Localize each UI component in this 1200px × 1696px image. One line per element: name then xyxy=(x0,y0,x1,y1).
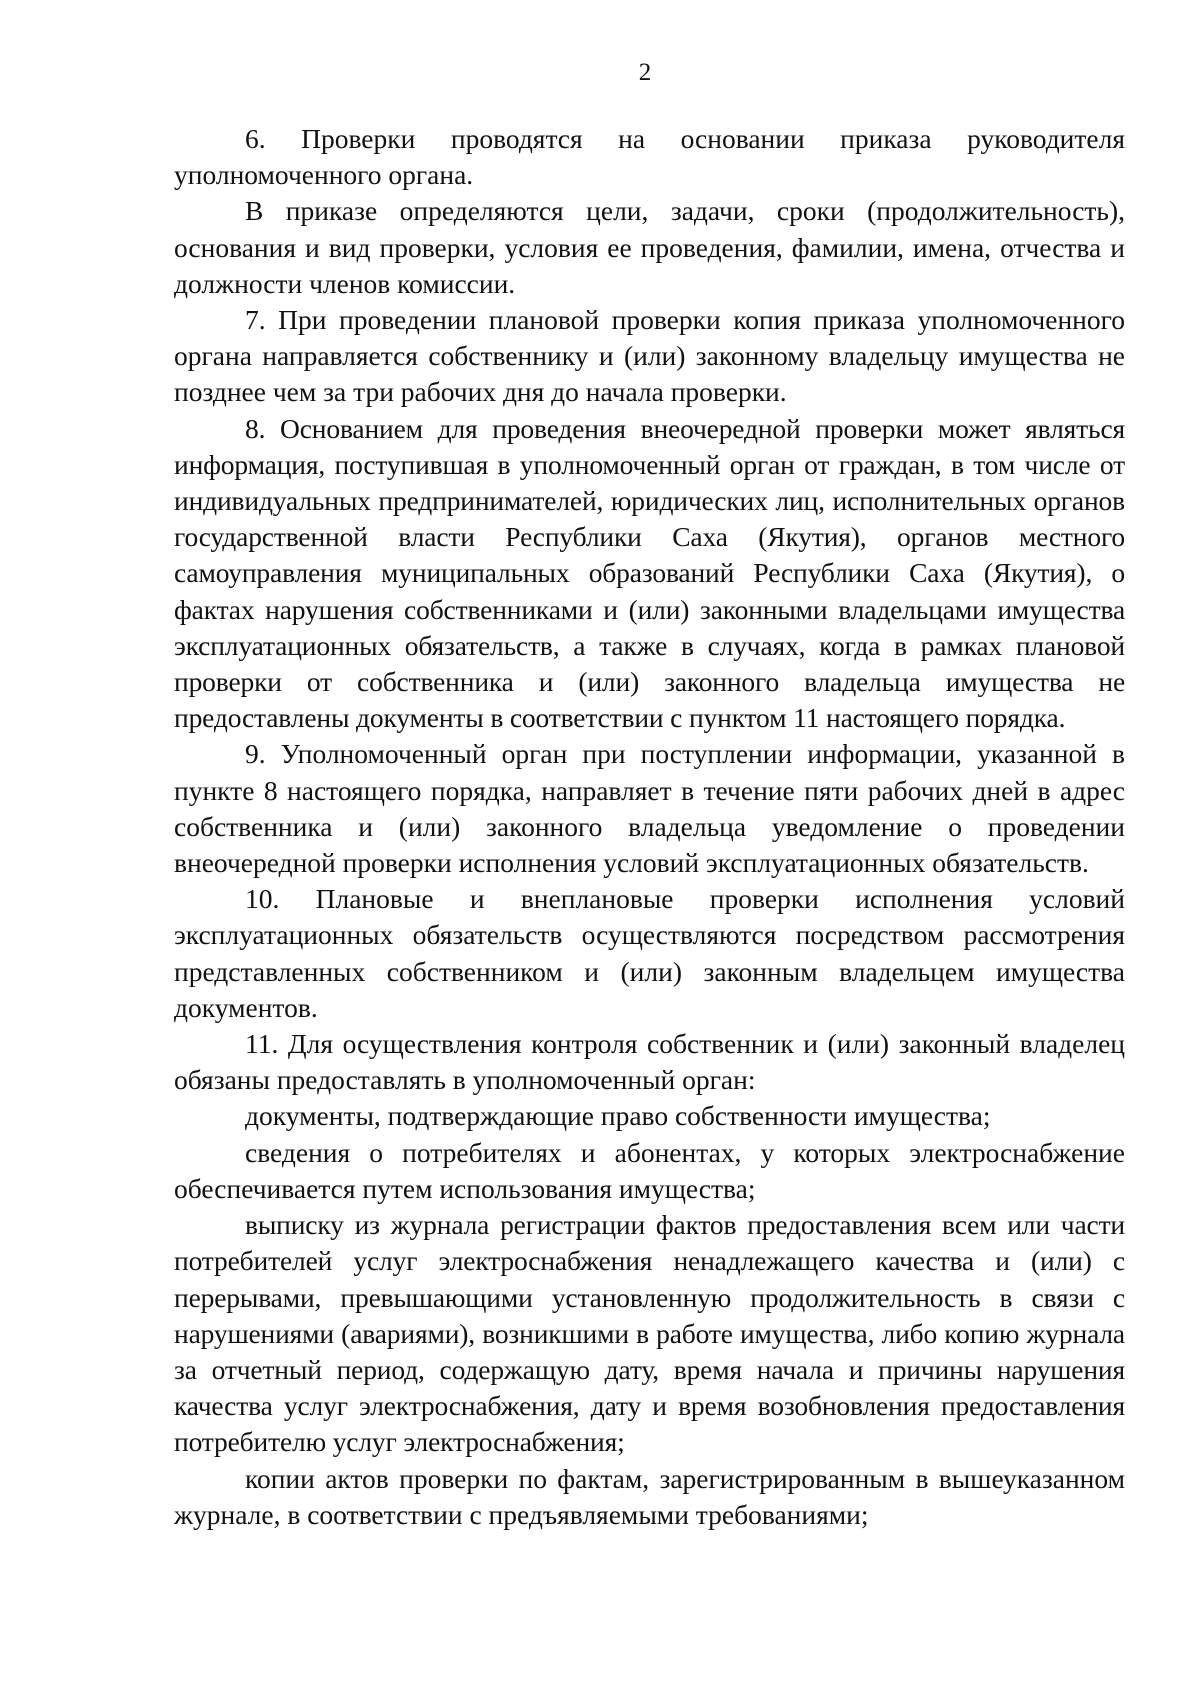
paragraph-9: 9. Уполномоченный орган при поступлении информации, указанной в пункте 8 настоящего порядка, направляет в течение пяти рабочих дней в адрес собственника и (или) законного владельца уведомление о проведении внеочередной проверки исполнения условий эксплуатационных обязательств. xyxy=(174,738,1125,879)
list-item-journal-extract: выписку из журнала регистрации фактов предоставления всем или части потребителей услуг электроснабжения ненадлежащего качества и (или) с перерывами, превышающими установленную продолжительность в связи с нарушениями (авариями), возникшими в работе имущества, либо копию журнала за отчетный период, содержащую дату, время начала и причины нарушения качества услуг электроснабжения, дату и время возобновления предоставления потребителю услуг электроснабжения; xyxy=(174,1209,1125,1458)
paragraph-11: 11. Для осуществления контроля собственник и (или) законный владелец обязаны предоставлять в уполномоченный орган: xyxy=(174,1028,1125,1096)
paragraph-6-order-contents: В приказе определяются цели, задачи, сроки (продолжительность), основания и вид проверки, условия ее проведения, фамилии, имена, отчества и должности членов комиссии. xyxy=(174,195,1125,299)
paragraph-7: 7. При проведении плановой проверки копия приказа уполномоченного органа направляется собственнику и (или) законному владельцу имущества не позднее чем за три рабочих дня до начала проверки. xyxy=(174,304,1125,408)
paragraph-10: 10. Плановые и внеплановые проверки исполнения условий эксплуатационных обязательств осуществляются посредством рассмотрения представленных собственником и (или) законным владельцем имущества документов. xyxy=(174,883,1125,1023)
paragraph-8: 8. Основанием для проведения внеочередной проверки может являться информация, поступившая в уполномоченный орган от граждан, в том числе от индивидуальных предпринимателей, юридических лиц, исполнительных органов государственной власти Республики Саха (Якутия), органов местного самоуправления муниципальных образований Республики Саха (Якутия), о фактах нарушения собственниками и (или) законными владельцами имущества эксплуатационных обязательств, а также в случаях, когда в рамках плановой проверки от собственника и (или) законного владельца имущества не предоставлены документы в соответствии с пунктом 11 настоящего порядка. xyxy=(174,412,1125,734)
list-item-inspection-acts: копии актов проверки по фактам, зарегистрированным в вышеуказанном журнале, в соответствии с предъявляемыми требованиями; xyxy=(174,1462,1125,1530)
document-body xyxy=(174,121,1125,1533)
page-number: 2 xyxy=(638,59,652,86)
list-item-ownership-documents: документы, подтверждающие право собственности имущества; xyxy=(245,1100,991,1132)
paragraph-6: 6. Проверки проводятся на основании приказа руководителя уполномоченного органа. xyxy=(174,123,1125,191)
list-item-consumers-info: сведения о потребителях и абонентах, у которых электроснабжение обеспечивается путем использования имущества; xyxy=(174,1136,1125,1204)
